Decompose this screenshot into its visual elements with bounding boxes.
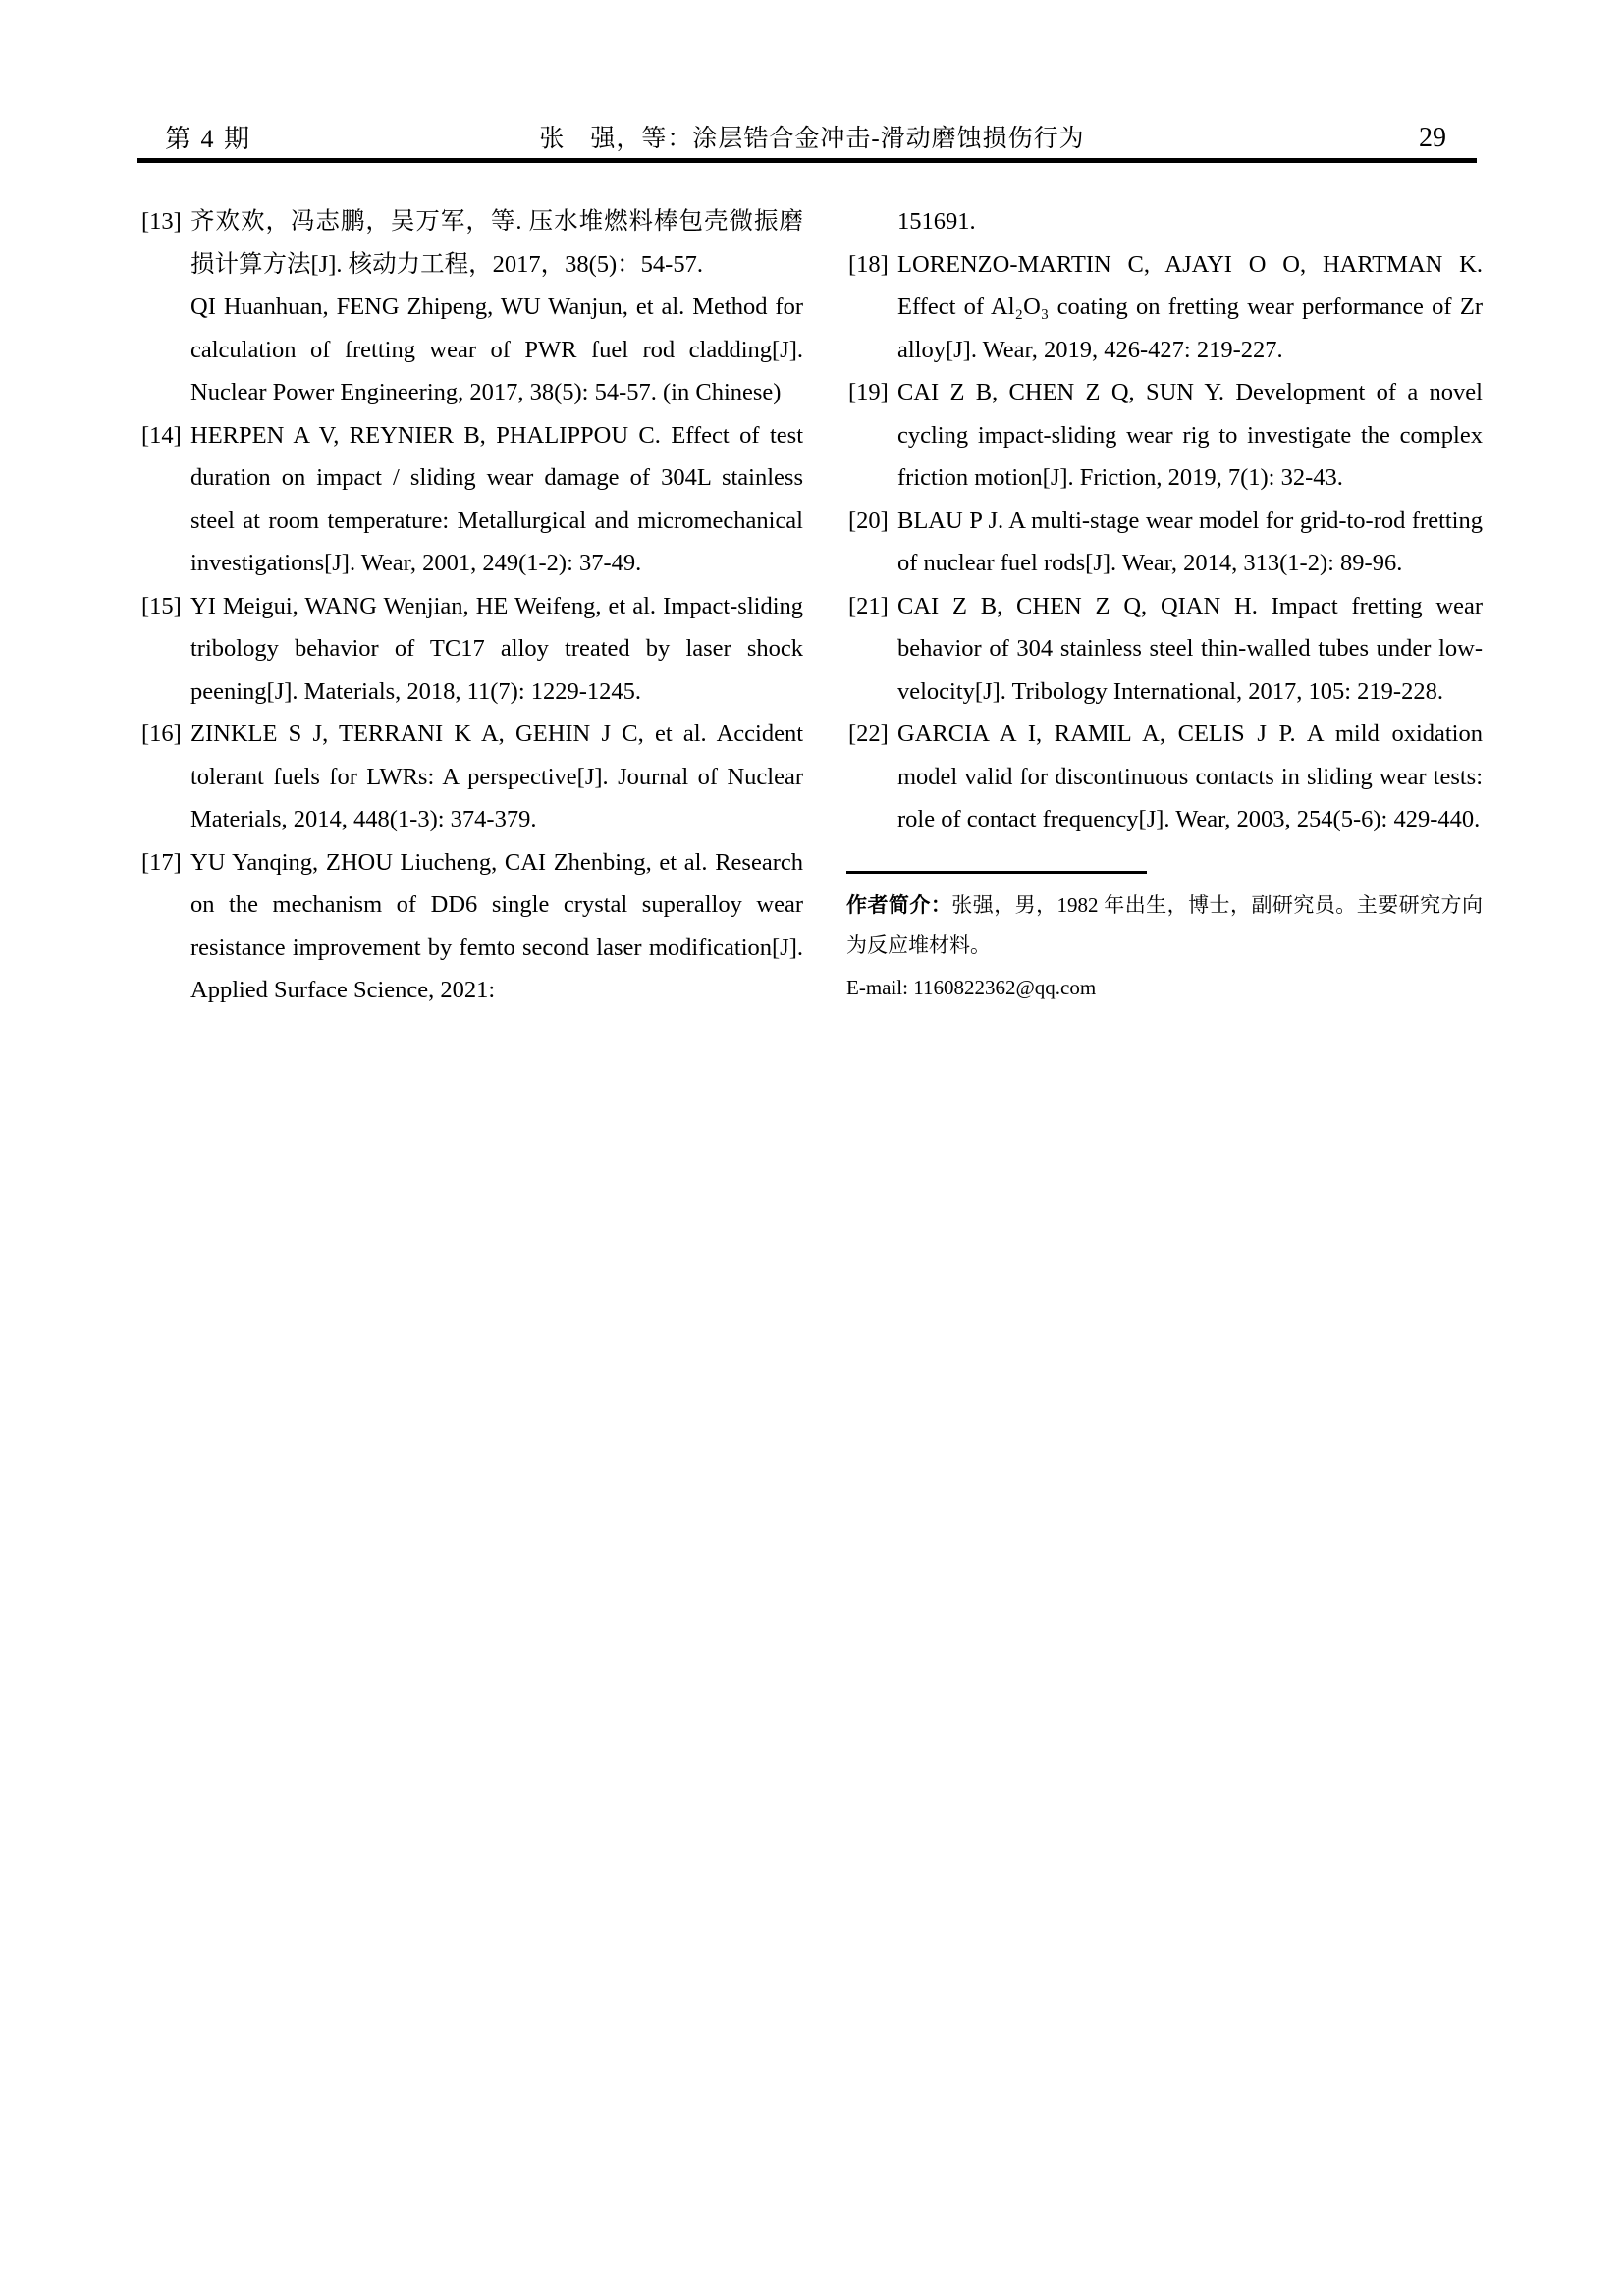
author-bio-label: 作者简介：	[846, 892, 952, 917]
reference-column-right	[846, 200, 1483, 1008]
reference-number: [17]	[141, 848, 182, 876]
reference-item-14	[139, 414, 803, 585]
reference-number: [14]	[141, 421, 182, 449]
reference-number: [16]	[141, 721, 182, 747]
reference-item-19	[846, 371, 1483, 500]
reference-item-13	[139, 200, 803, 414]
reference-item-16	[139, 713, 803, 841]
reference-item-21	[846, 585, 1483, 714]
reference-column-left	[139, 200, 803, 1012]
reference-text-chinese: 齐欢欢，冯志鹏，吴万军，等. 压水堆燃料棒包壳微振磨损计算方法[J]. 核动力工程，2017，38(5)：54-57.	[190, 208, 803, 278]
reference-number: [21]	[848, 592, 889, 619]
reference-item-17-continuation	[846, 200, 1483, 243]
reference-text: ZINKLE S J, TERRANI K A, GEHIN J C, et al. Accident tolerant fuels for LWRs: A perspective[J]. Journal of Nuclear Materials, 2014, 448(1-3): 374-379.	[190, 721, 803, 832]
reference-text: HERPEN A V, REYNIER B, PHALIPPOU C. Effect of test duration on impact / sliding wear damage of 304L stainless steel at room temperature: Metallurgical and micromechanical investigations[J]. Wear, 2001, 249(1-2): 37-49.	[190, 421, 803, 576]
author-email: E-mail: 1160822362@qq.com	[846, 975, 1097, 999]
reference-number: [13]	[141, 208, 182, 235]
reference-text: GARCIA A I, RAMIL A, CELIS J P. A mild oxidation model valid for discontinuous contacts in sliding wear tests: role of contact frequency[J]. Wear, 2003, 254(5-6): 429-440.	[897, 721, 1483, 832]
reference-text: CAI Z B, CHEN Z Q, SUN Y. Development of a novel cycling impact-sliding wear rig to investigate the complex friction motion[J]. Friction, 2019, 7(1): 32-43.	[897, 379, 1483, 491]
reference-text: 151691.	[897, 208, 976, 235]
reference-number: [15]	[141, 592, 182, 619]
reference-number: [18]	[848, 250, 889, 278]
reference-text: CAI Z B, CHEN Z Q, QIAN H. Impact fretting wear behavior of 304 stainless steel thin-walled tubes under low-velocity[J]. Tribology International, 2017, 105: 219-228.	[897, 592, 1483, 705]
header-running-title: 张 强，等：涂层锆合金冲击-滑动磨蚀损伤行为	[539, 126, 1085, 152]
header-page-number: 29	[1419, 123, 1446, 153]
reference-text-english: QI Huanhuan, FENG Zhipeng, WU Wanjun, et al. Method for calculation of fretting wear of PWR fuel rod cladding[J]. Nuclear Power Engineering, 2017, 38(5): 54-57. (in Chinese)	[190, 294, 803, 405]
header-issue-label: 第 4 期	[165, 125, 252, 153]
reference-number: [19]	[848, 379, 889, 405]
reference-text: YI Meigui, WANG Wenjian, HE Weifeng, et al. Impact-sliding tribology behavior of TC17 alloy treated by laser shock peening[J]. Materials, 2018, 11(7): 1229-1245.	[190, 592, 803, 705]
reference-text: BLAU P J. A multi-stage wear model for grid-to-rod fretting of nuclear fuel rods[J]. Wear, 2014, 313(1-2): 89-96.	[897, 507, 1483, 576]
reference-item-22	[846, 713, 1483, 841]
reference-item-20	[846, 500, 1483, 585]
reference-item-18	[846, 243, 1483, 372]
header-rule-divider	[137, 158, 1477, 163]
reference-item-17	[139, 841, 803, 1012]
reference-text: YU Yanqing, ZHOU Liucheng, CAI Zhenbing, et al. Research on the mechanism of DD6 single crystal superalloy wear resistance improvement by femto second laser modification[J]. Applied Surface Science, 2021:	[190, 848, 803, 1003]
reference-text: LORENZO-MARTIN C, AJAYI O O, HARTMAN K. Effect of Al₂O₃ coating on fretting wear performance of Zr alloy[J]. Wear, 2019, 426-427: 219-227.	[897, 250, 1483, 363]
reference-number: [22]	[848, 721, 889, 747]
author-bio-text: 张强，男，1982 年出生，博士，副研究员。主要研究方向为反应堆材料。	[846, 892, 1484, 957]
author-bio-divider	[846, 871, 1147, 874]
reference-item-15	[139, 585, 803, 714]
author-bio	[846, 885, 1483, 966]
reference-number: [20]	[848, 507, 889, 534]
